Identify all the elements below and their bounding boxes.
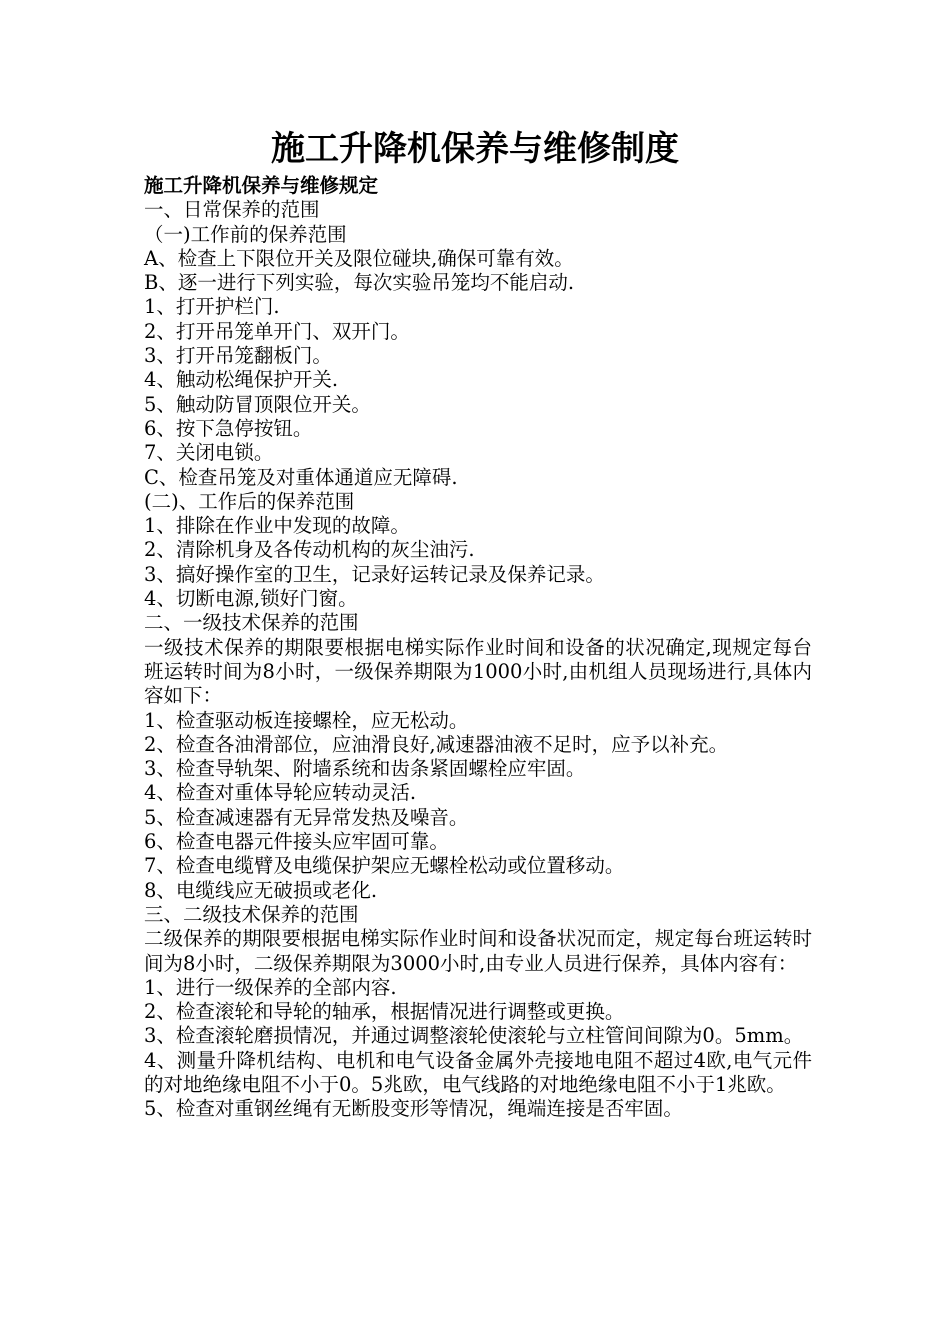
list-item: C、检查吊笼及对重体通道应无障碍. (144, 465, 458, 489)
list-item: 6、检查电器元件接头应牢固可靠。 (144, 830, 449, 854)
section-heading: (二)、工作后的保养范围 (144, 489, 355, 513)
document-lines (144, 198, 812, 1121)
list-item: 7、检查电缆臂及电缆保护架应无螺栓松动或位置移动。 (144, 854, 625, 878)
list-item: 5、触动防冒顶限位开关。 (144, 392, 371, 416)
list-item: 4、测量升降机结构、电机和电气设备金属外壳接地电阻不超过4欧,电气元件的对地绝缘电阻不小于0。5兆欧，电气线路的对地绝缘电阻不小于1兆欧。 (144, 1048, 812, 1096)
list-item: 5、检查对重钢丝绳有无断股变形等情况，绳端连接是否牢固。 (144, 1097, 683, 1121)
list-item: 1、打开护栏门. (144, 295, 280, 319)
document-body (144, 174, 812, 1122)
list-item: 2、检查各油滑部位，应油滑良好,减速器油液不足时，应予以补充。 (144, 732, 729, 756)
list-item: 5、检查减速器有无异常发热及噪音。 (144, 805, 469, 829)
body-paragraph: 一级技术保养的期限要根据电梯实际作业时间和设备的状况确定,现规定每台班运转时间为8小时，一级保养期限为1000小时,由机组人员现场进行,具体内容如下： (144, 635, 812, 708)
list-item: 3、打开吊笼翻板门。 (144, 344, 332, 368)
body-paragraph: 二级保养的期限要根据电梯实际作业时间和设备状况而定，规定每台班运转时间为8小时，二级保养期限为3000小时,由专业人员进行保养，具体内容有： (144, 927, 812, 975)
section-heading: 一、日常保养的范围 (144, 198, 320, 222)
document-title: 施工升降机保养与维修制度 (271, 129, 679, 169)
list-item: 3、检查滚轮磨损情况，并通过调整滚轮使滚轮与立柱管间间隙为0。5mm。 (144, 1024, 804, 1048)
list-item: 1、排除在作业中发现的故障。 (144, 514, 410, 538)
list-item: 1、进行一级保养的全部内容. (144, 975, 397, 999)
list-item: 2、清除机身及各传动机构的灰尘油污. (144, 538, 475, 562)
list-item: A、检查上下限位开关及限位碰块,确保可靠有效。 (144, 246, 574, 270)
document-subtitle: 施工升降机保养与维修规定 (144, 174, 379, 197)
list-item: 7、关闭电锁。 (144, 441, 274, 465)
list-item: 3、搞好操作室的卫生，记录好运转记录及保养记录。 (144, 562, 605, 586)
list-item: 2、打开吊笼单开门、双开门。 (144, 319, 410, 343)
list-item: 4、触动松绳保护开关. (144, 368, 339, 392)
list-item: 4、切断电源,锁好门窗。 (144, 587, 358, 611)
list-item: 3、检查导轨架、附墙系统和齿条紧固螺栓应牢固。 (144, 757, 586, 781)
list-item: 8、电缆线应无破损或老化. (144, 878, 378, 902)
list-item: 6、按下急停按钮。 (144, 416, 313, 440)
section-heading: 二、一级技术保养的范围 (144, 611, 359, 635)
list-item: 2、检查滚轮和导轮的轴承，根据情况进行调整或更换。 (144, 1000, 625, 1024)
section-heading: （一)工作前的保养范围 (144, 222, 347, 246)
list-item: 1、检查驱动板连接螺栓，应无松动。 (144, 708, 469, 732)
section-heading: 三、二级技术保养的范围 (144, 902, 359, 926)
list-item: 4、检查对重体导轮应转动灵活. (144, 781, 417, 805)
list-item: B、逐一进行下列实验，每次实验吊笼均不能启动. (144, 271, 575, 295)
